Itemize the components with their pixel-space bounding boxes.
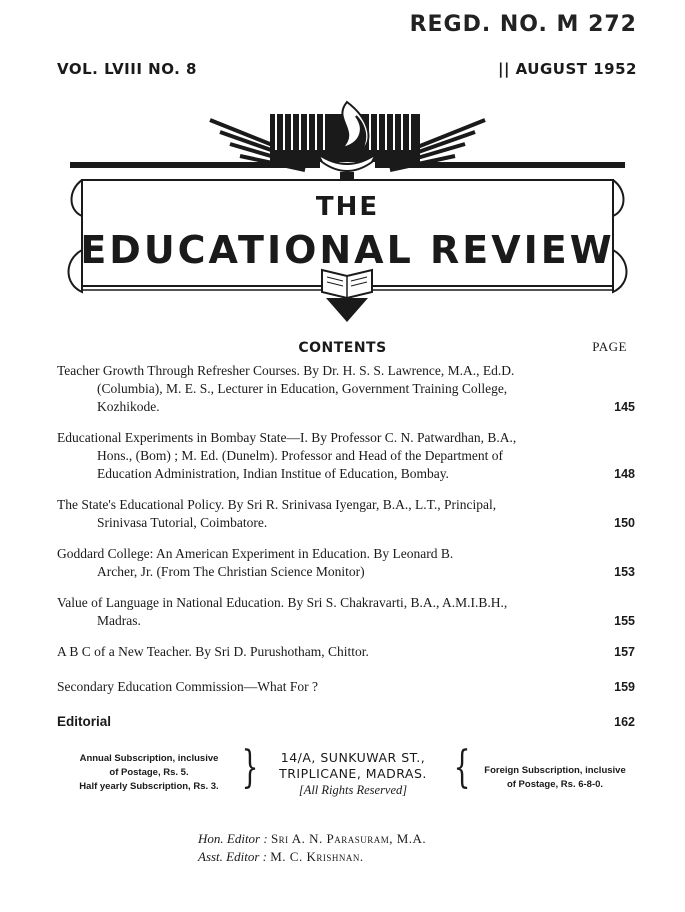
entry-page-number: 148 (614, 467, 635, 481)
contents-entry (57, 713, 635, 731)
masthead-title: EDUCATIONAL REVIEW (80, 228, 615, 272)
address-line: TRIPLICANE, MADRAS. (279, 766, 427, 781)
foreign-subscription-line: Foreign Subscription, inclusive (484, 765, 626, 776)
volume-number: VOL. LVIII NO. 8 (57, 60, 197, 78)
publication-footer (50, 742, 640, 898)
entry-line: Goddard College: An American Experiment in Education. By Leonard B. (57, 546, 454, 561)
contents-entry (57, 643, 635, 661)
entry-line: Srinivasa Tutorial, Coimbatore. (97, 515, 268, 530)
rights-notice: [All Rights Reserved] (298, 783, 408, 797)
entry-line: Education Administration, Indian Institue of Education, Bombay. (97, 466, 449, 481)
hon-editor-label: Hon. Editor : (198, 831, 268, 846)
entry-title: Secondary Education Commission—What For ? (57, 679, 318, 694)
entry-line: Archer, Jr. (From The Christian Science Monitor) (97, 564, 365, 579)
contents-heading: CONTENTS (298, 340, 387, 356)
entry-line: Value of Language in National Education. By Sri S. Chakravarti, B.A., A.M.I.B.H., (57, 595, 508, 610)
domestic-subscription (54, 752, 244, 794)
entry-page-number: 145 (614, 400, 635, 414)
contents-entry (57, 429, 635, 483)
contents-entry (57, 362, 635, 416)
publisher-address (258, 750, 448, 798)
entry-page-number: 157 (614, 645, 635, 659)
entry-page-number: 162 (614, 715, 635, 729)
entry-line: Educational Experiments in Bombay State—I. By Professor C. N. Patwardhan, B.A., (57, 430, 517, 445)
foreign-postage: of Postage, Rs. 6-8-0. (506, 779, 604, 790)
table-of-contents (57, 362, 635, 748)
entry-title: A B C of a New Teacher. By Sri D. Purushotham, Chittor. (57, 644, 369, 659)
entry-line: The State's Educational Policy. By Sri R. Srinivasa Iyengar, B.A., L.T., Principal, (57, 497, 497, 512)
half-yearly-subscription: Half yearly Subscription, Rs. 3. (79, 781, 219, 792)
entry-line: Hons., (Bom) ; M. Ed. (Dunelm). Professor and Head of the Department of (97, 448, 504, 463)
page-column-heading: PAGE (592, 339, 627, 354)
open-book-icon (322, 270, 372, 322)
left-brace-icon: { (453, 742, 471, 793)
masthead (60, 100, 635, 330)
registration-number: REGD. NO. M 272 (409, 12, 637, 37)
annual-postage: of Postage, Rs. 5. (109, 767, 189, 778)
entry-line: Teacher Growth Through Refresher Courses. By Dr. H. S. S. Lawrence, M.A., Ed.D. (57, 363, 515, 378)
annual-subscription: Annual Subscription, inclusive (79, 753, 219, 764)
asst-editor-name: M. C. Krishnan. (270, 849, 364, 864)
foreign-subscription (460, 764, 650, 792)
contents-entry (57, 678, 635, 696)
entry-page-number: 155 (614, 614, 635, 628)
entry-line: Kozhikode. (97, 399, 160, 414)
masthead-the: THE (315, 192, 380, 222)
asst-editor-label: Asst. Editor : (198, 849, 267, 864)
entry-page-number: 153 (614, 565, 635, 579)
contents-entry (57, 545, 635, 581)
issue-date: || AUGUST 1952 (497, 60, 637, 78)
contents-entry (57, 496, 635, 532)
entry-page-number: 150 (614, 516, 635, 530)
right-brace-icon: } (241, 742, 259, 793)
hon-editor-name: Sri A. N. Parasuram, M.A. (270, 831, 427, 846)
entry-page-number: 159 (614, 680, 635, 694)
entry-line: Madras. (97, 613, 141, 628)
address-line: 14/A, SUNKUWAR ST., (280, 750, 426, 765)
editors-block (198, 830, 426, 866)
contents-entry (57, 594, 635, 630)
entry-title: Editorial (57, 714, 112, 729)
entry-line: (Columbia), M. E. S., Lecturer in Education, Government Training College, (97, 381, 508, 396)
